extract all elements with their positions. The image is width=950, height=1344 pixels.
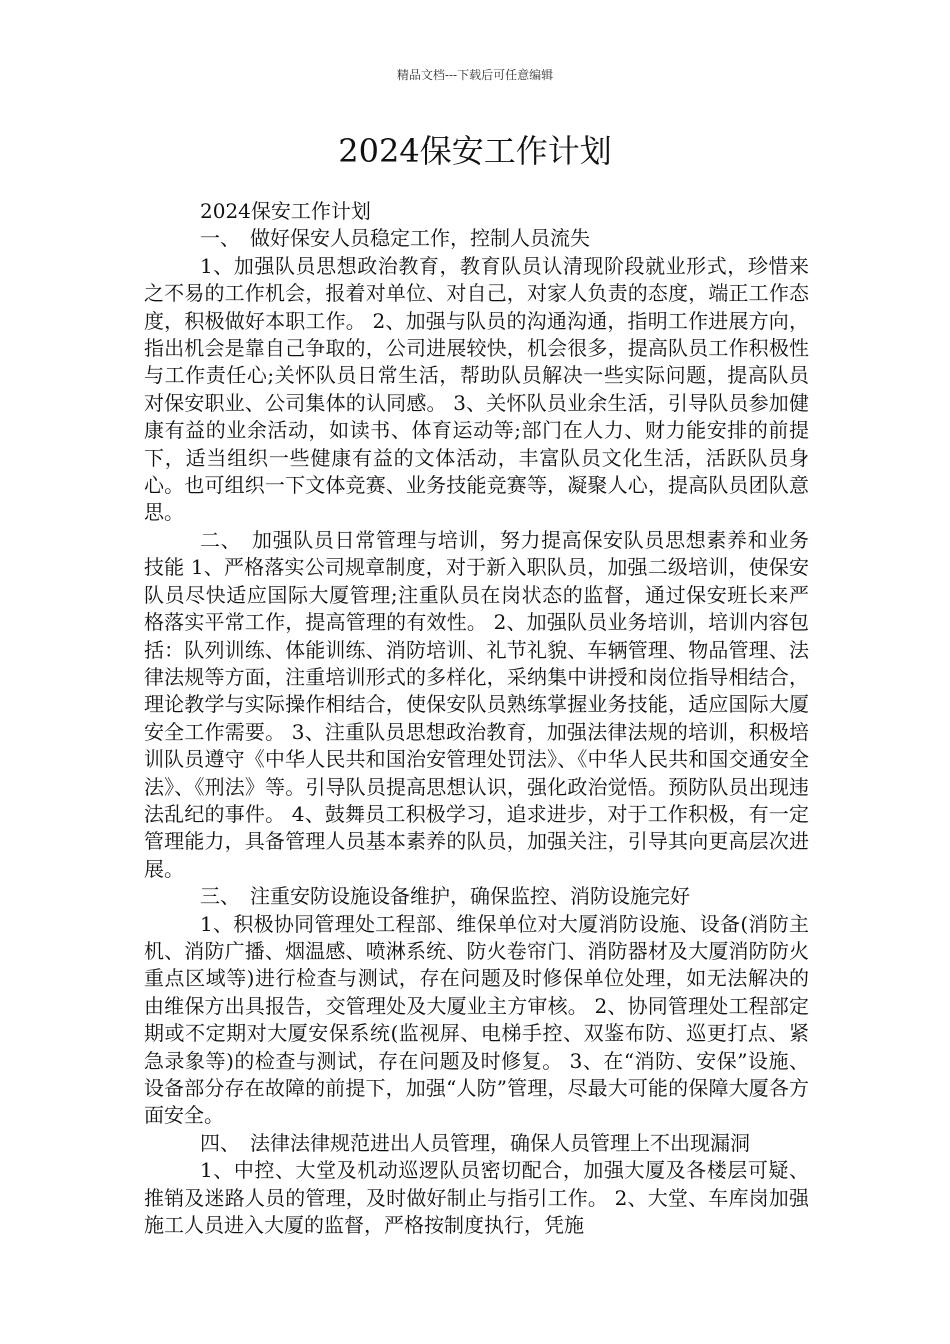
section-paragraph-2: 二、 加强队员日常管理与培训，努力提高保安队员思想素养和业务技能 1、严格落实公司规章制度，对于新入职队员，加强二级培训，使保安队员尽快适应国际大厦管理;注重队员在岗状态的监督，通过保安班长来严格落实平常工作，提高管理的有效性。 2、加强队员业务培训，培训内容包括：队列训练、体能训练、消防培训、礼节礼貌、车辆管理、物品管理、法律法规等方面，注重培训形式的多样化，采纳集中讲授和岗位指导相结合，理论教学与实际操作相结合，使保安队员熟练掌握业务技能，适应国际大厦安全工作需要。 3、注重队员思想政治教育，加强法律法规的培训，积极培训队员遵守《中华人民共和国治安管理处罚法》、《中华人民共和国交通安全法》、《刑法》等。引导队员提高思想认识，强化政治觉悟。预防队员出现违法乱纪的事件。 4、鼓舞员工积极学习，追求进步，对于工作积极，有一定管理能力，具备管理人员基本素养的队员，加强关注，引导其向更高层次进展。 [144,527,809,881]
section-heading-4: 四、 法律法律规范进出人员管理，确保人员管理上不出现漏洞 [200,1130,750,1155]
document-subtitle: 2024保安工作计划 [200,199,371,223]
section-heading-1: 一、 做好保安人员稳定工作，控制人员流失 [200,226,590,251]
document-title: 2024保安工作计划 [338,132,612,170]
section-paragraph-4: 1、中控、大堂及机动巡逻队员密切配合，加强大厦及各楼层可疑、推销及迷路人员的管理，及时做好制止与指引工作。 2、大堂、车库岗加强施工人员进入大厦的监督，严格按制度执行，凭施 [144,1158,809,1238]
section-heading-3: 三、 注重安防设施设备维护，确保监控、消防设施完好 [200,884,690,909]
section-paragraph-3: 1、积极协同管理处工程部、维保单位对大厦消防设施、设备(消防主机、消防广播、烟温感、喷淋系统、防火卷帘门、消防器材及大厦消防防火重点区域等)进行检查与测试，存在问题及时修保单位处理，如无法解决的由维保方出具报告，交管理处及大厦业主方审核。 2、协同管理处工程部定期或不定期对大厦安保系统(监视屏、电梯手控、双鉴布防、巡更打点、紧急录象等)的检查与测试，存在问题及时修复。 3、在“消防、安保”设施、设备部分存在故障的前提下，加强“人防”管理，尽最大可能的保障大厦各方面安全。 [144,911,809,1128]
section-paragraph-1: 1、加强队员思想政治教育，教育队员认清现阶段就业形式，珍惜来之不易的工作机会，报着对单位、对自己，对家人负责的态度，端正工作态度，积极做好本职工作。 2、加强与队员的沟通沟通，指明工作进展方向，指出机会是靠自己争取的，公司进展较快，机会很多，提高队员工作积极性与工作责任心;关怀队员日常生活，帮助队员解决一些实际问题，提高队员对保安职业、公司集体的认同感。 3、关怀队员业余生活，引导队员参加健康有益的业余活动，如读书、体育运动等;部门在人力、财力能安排的前提下，适当组织一些健康有益的文体活动，丰富队员文化生活，活跃队员身心。也可组织一下文体竞赛、业务技能竞赛等，凝聚人心，提高队员团队意思。 [144,253,809,525]
document-body [144,198,809,1239]
header-note: 精品文档---下载后可任意编辑 [396,68,554,82]
